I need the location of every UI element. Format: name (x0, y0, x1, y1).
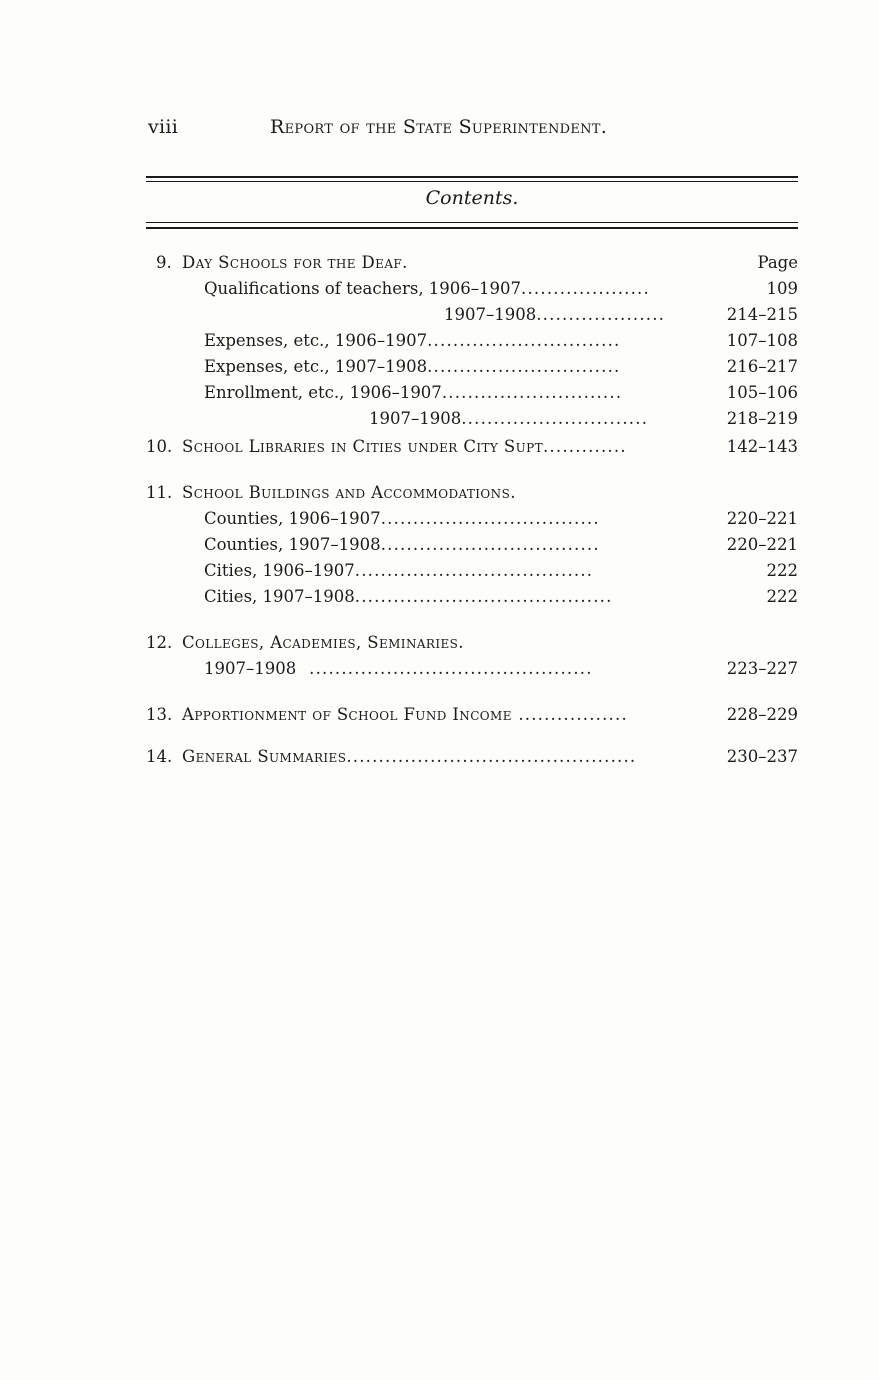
entry-page: 216–217 (726, 357, 798, 376)
dot-leader: .................................. (380, 509, 600, 528)
entry-page: 228–229 (726, 705, 798, 724)
section-title: General Summaries (182, 747, 347, 766)
entry-page: 109 (766, 279, 798, 298)
section-title: School Libraries in Cities under City Supt (182, 437, 543, 456)
toc-section-heading (146, 746, 798, 768)
toc-section-heading (146, 632, 798, 654)
dot-leader: .................... (536, 305, 666, 324)
contents-title: Contents. (425, 187, 519, 209)
section-title: Apportionment of School Fund Income (182, 705, 512, 724)
bottom-rule-thin (146, 222, 798, 223)
page-folio: viii (148, 116, 179, 138)
entry-label: Expenses, etc., 1906–1907 (204, 331, 428, 350)
entry-label: Expenses, etc., 1907–1908 (204, 357, 428, 376)
entry-label: Cities, 1907–1908 (204, 587, 355, 606)
section-number: 11. (146, 483, 173, 502)
toc-entry (146, 586, 798, 608)
entry-page: 220–221 (726, 509, 798, 528)
entry-label: 1907–1908 (444, 305, 537, 324)
entry-page: 222 (766, 587, 798, 606)
section-number: 10. (146, 437, 173, 456)
bottom-rule (146, 227, 798, 229)
running-head-title: Report of the State Superintendent. (270, 116, 608, 138)
dot-leader: .............................. (427, 331, 621, 350)
toc-entry (146, 560, 798, 582)
toc-entry (146, 330, 798, 352)
section-number: 9. (156, 253, 172, 272)
dot-leader: .............................. (427, 357, 621, 376)
toc-section-heading (146, 252, 798, 274)
page-column-label: Page (757, 253, 798, 272)
entry-page: 218–219 (726, 409, 798, 428)
entry-page: 107–108 (726, 331, 798, 350)
section-title: Colleges, Academies, Seminaries. (182, 633, 464, 652)
dot-leader: ............................ (441, 383, 623, 402)
toc-entry (146, 356, 798, 378)
toc-entry (146, 534, 798, 556)
section-number: 13. (146, 705, 173, 724)
entry-label: Cities, 1906–1907 (204, 561, 355, 580)
entry-page: 230–237 (726, 747, 798, 766)
entry-page: 142–143 (726, 437, 798, 456)
dot-leader: ............................................. (346, 747, 637, 766)
section-number: 12. (146, 633, 173, 652)
section-title: School Buildings and Accommodations. (182, 483, 516, 502)
entry-label: Enrollment, etc., 1906–1907 (204, 383, 442, 402)
dot-leader: ................. (511, 705, 628, 724)
top-rule-thin (146, 181, 798, 182)
dot-leader: ..................................... (354, 561, 594, 580)
toc-entry (146, 304, 798, 326)
entry-page: 222 (766, 561, 798, 580)
dot-leader: .................................. (380, 535, 600, 554)
entry-label: 1907–1908 (204, 659, 297, 678)
entry-page: 220–221 (726, 535, 798, 554)
toc-section-heading (146, 436, 798, 458)
toc-entry (146, 408, 798, 430)
dot-leader: ............................. (461, 409, 649, 428)
dot-leader: ........................................ (354, 587, 613, 606)
entry-page: 105–106 (726, 383, 798, 402)
toc-entry (146, 382, 798, 404)
toc-entry (146, 658, 798, 680)
dot-leader: .................... (521, 279, 650, 298)
entry-label: Counties, 1906–1907 (204, 509, 381, 528)
section-number: 14. (146, 747, 173, 766)
dot-leader: ............................................ (296, 659, 593, 678)
top-rule (146, 176, 798, 178)
entry-label: 1907–1908 (369, 409, 462, 428)
section-title: Day Schools for the Deaf. (182, 253, 408, 272)
toc-entry (146, 508, 798, 530)
dot-leader: ............. (542, 437, 627, 456)
entry-label: Counties, 1907–1908 (204, 535, 381, 554)
entry-page: 223–227 (726, 659, 798, 678)
entry-label: Qualifications of teachers, 1906–1907 (204, 279, 522, 298)
toc-section-heading (146, 704, 798, 726)
toc-entry (146, 278, 798, 300)
toc-section-heading (146, 482, 798, 504)
entry-page: 214–215 (726, 305, 798, 324)
